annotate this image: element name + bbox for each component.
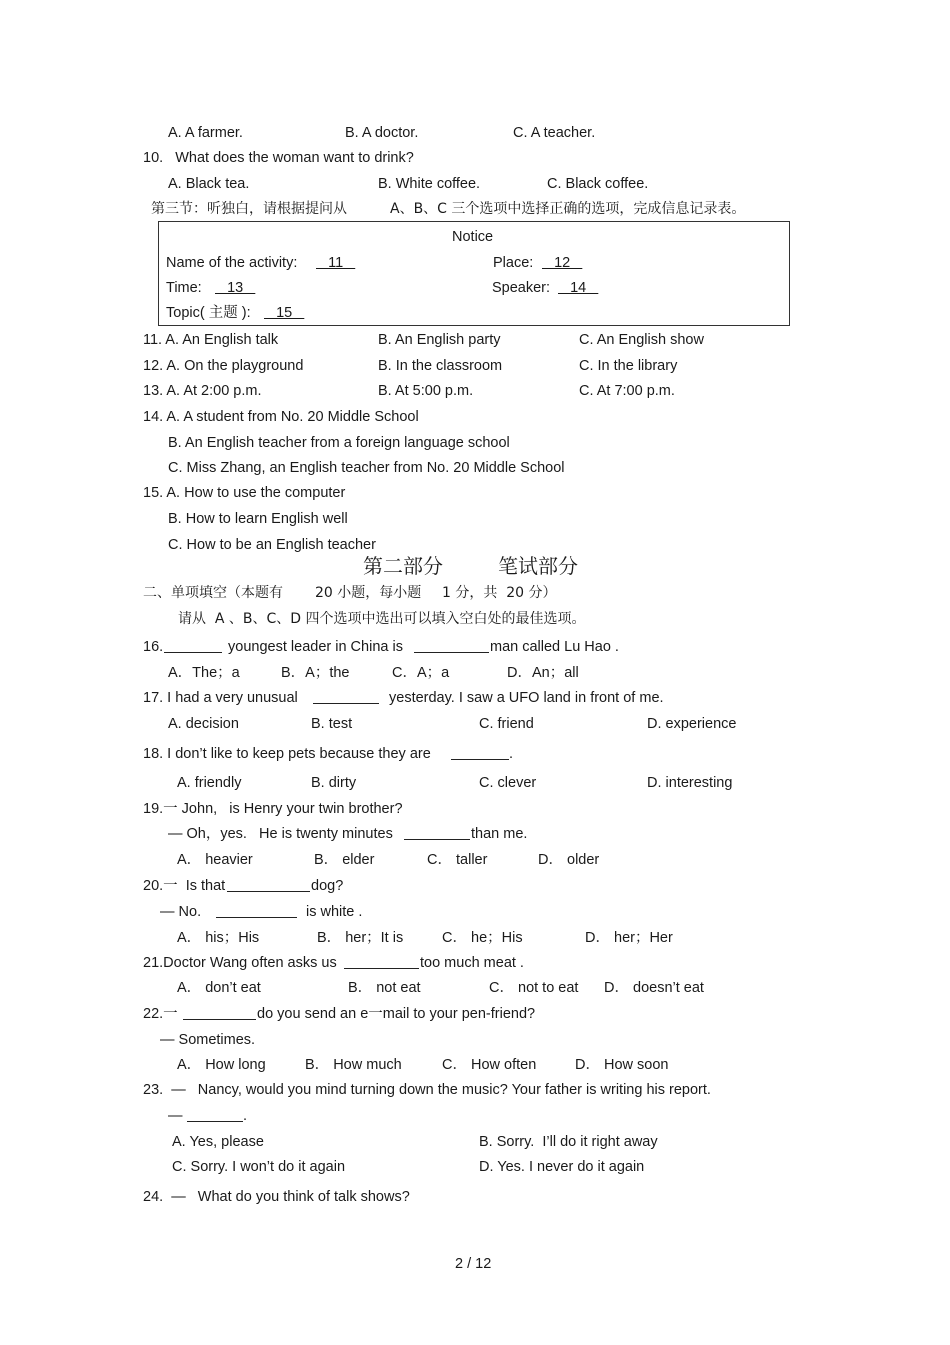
q13-option-a: 13. A. At 2:00 p.m. [143,383,262,399]
q10-option-b: B. White coffee. [378,176,481,192]
q11-option-a: 11. A. An English talk [143,332,279,348]
part2-title-a: 第二部分 [363,554,443,578]
q21-stem-a: 21.Doctor Wang often asks us [143,955,337,971]
q17-option-a: A. decision [168,716,239,732]
q20-line2-b: is white . [306,904,363,920]
q16-option-a: A．The；a [168,665,240,681]
q21-option-d: D． doesn’t eat [604,980,704,996]
q12-option-a: 12. A. On the playground [143,358,304,374]
q20-option-b: B． her；It is [317,930,404,946]
sec2-instruction: 请从 A 、B、C、D 四个选项中选出可以填入空白处的最佳选项。 [178,611,586,627]
q10-option-a: A. Black tea. [168,176,250,192]
q18-option-c: C. clever [479,775,537,791]
section3-instruction-a: 第三节：听独白，请根据提问从 [151,201,347,217]
q18-stem-b: . [509,746,514,762]
q9-option-c: C. A teacher. [513,125,596,141]
q11-option-c: C. An English show [579,332,704,348]
q16-stem-a: 16. [143,639,164,655]
q21-option-c: C． not to eat [489,980,579,996]
q14-option-c: C. Miss Zhang, an English teacher from No. 20 Middle School [168,460,565,476]
notice-place-blank: 12 [542,255,583,271]
q22-line1-a: 22.一 [143,1006,178,1022]
q23-line1: 23. — Nancy, would you mind turning down the music? Your father is writing his report. [143,1082,711,1098]
q19-option-a: A． heavier [177,852,253,868]
q16-option-c: C．A；a [392,665,450,681]
q15-option-a: 15. A. How to use the computer [143,485,346,501]
q23-line2-b: . [243,1108,248,1124]
q15-option-b: B. How to learn English well [168,511,348,527]
q16-stem-c: man called Lu Hao . [490,639,619,655]
q18-option-a: A. friendly [177,775,242,791]
q19-option-c: C． taller [427,852,488,868]
q19-option-b: B． elder [314,852,375,868]
q23-option-b: B. Sorry. I’ll do it right away [479,1134,658,1150]
q19-line1: 19.一 John, is Henry your twin brother? [143,801,403,817]
q11-option-b: B. An English party [378,332,501,348]
notice-title: Notice [452,229,494,245]
q18-stem-a: 18. I don’t like to keep pets because they are [143,746,431,762]
q20-blank-1 [227,891,310,892]
q17-stem-a: 17. I had a very unusual [143,690,298,706]
q21-blank [344,968,419,969]
notice-topic-blank: 15 [264,305,305,321]
q15-option-c: C. How to be an English teacher [168,537,376,553]
section3-instruction-b: A、B、C 三个选项中选择正确的选项，完成信息记录表。 [390,201,746,217]
q19-line2-b: than me. [471,826,528,842]
q22-option-c: C． How often [442,1057,537,1073]
q22-blank [183,1019,256,1020]
q16-blank-2 [414,652,489,653]
sec2-heading-c: 1 分，共 20 分） [442,585,557,601]
q23-option-c: C. Sorry. I won’t do it again [172,1159,346,1175]
q18-option-d: D. interesting [647,775,733,791]
q16-option-d: D．An；all [507,665,579,681]
q20-option-a: A． his；His [177,930,260,946]
notice-speaker-blank: 14 [558,280,599,296]
q19-option-d: D． older [538,852,600,868]
q20-line1-a: 20.一 Is that [143,878,226,894]
q18-option-b: B. dirty [311,775,357,791]
q16-stem-b: youngest leader in China is [224,639,407,655]
q23-line2-a: — [168,1108,183,1124]
notice-time-label: Time: [166,280,202,296]
q20-line1-b: dog? [311,878,344,894]
q18-blank [451,759,509,760]
q22-line1-b: do you send an e一mail to your pen-friend? [257,1006,536,1022]
q19-line2-a: — Oh，yes. He is twenty minutes [168,826,393,842]
q10-question: 10. What does the woman want to drink? [143,150,414,166]
q17-option-c: C. friend [479,716,534,732]
q23-option-a: A. Yes, please [172,1134,264,1150]
q20-blank-2 [216,917,297,918]
notice-speaker-label: Speaker: [492,280,551,296]
notice-activity-label: Name of the activity: [166,255,298,271]
q20-line2-a: — No. [160,904,202,920]
q17-option-d: D. experience [647,716,737,732]
q22-option-d: D． How soon [575,1057,669,1073]
q23-blank [187,1121,243,1122]
part2-title-b: 笔试部分 [498,554,578,578]
q21-option-b: B． not eat [348,980,421,996]
q19-blank [404,839,470,840]
sec2-heading-a: 二、单项填空（本题有 [143,585,283,601]
q24-line1: 24. — What do you think of talk shows? [143,1189,410,1205]
q10-option-c: C. Black coffee. [547,176,649,192]
q14-option-b: B. An English teacher from a foreign language school [168,435,510,451]
notice-activity-blank: 11 [316,255,356,271]
q9-option-b: B. A doctor. [345,125,419,141]
q22-option-a: A． How long [177,1057,266,1073]
q12-option-b: B. In the classroom [378,358,503,374]
q14-option-a: 14. A. A student from No. 20 Middle School [143,409,419,425]
q21-option-a: A． don’t eat [177,980,261,996]
q12-option-c: C. In the library [579,358,678,374]
q17-option-b: B. test [311,716,353,732]
q13-option-b: B. At 5:00 p.m. [378,383,474,399]
notice-place-label: Place: [493,255,534,271]
sec2-heading-b: 20 小题，每小题 [315,585,422,601]
q9-option-a: A. A farmer. [168,125,243,141]
q13-option-c: C. At 7:00 p.m. [579,383,675,399]
q16-option-b: B．A；the [281,665,350,681]
q17-stem-b: yesterday. I saw a UFO land in front of me. [389,690,664,706]
q17-blank [313,703,379,704]
notice-topic-label: Topic( 主题 ): [166,305,251,321]
notice-time-blank: 13 [215,280,256,296]
q21-stem-b: too much meat . [420,955,524,971]
q16-blank-1 [164,652,222,653]
q23-option-d: D. Yes. I never do it again [479,1159,645,1175]
q20-option-c: C． he；His [442,930,523,946]
q22-option-b: B． How much [305,1057,402,1073]
q20-option-d: D． her；Her [585,930,673,946]
page-number: 2 / 12 [455,1256,492,1272]
q22-line2: — Sometimes. [160,1032,256,1048]
